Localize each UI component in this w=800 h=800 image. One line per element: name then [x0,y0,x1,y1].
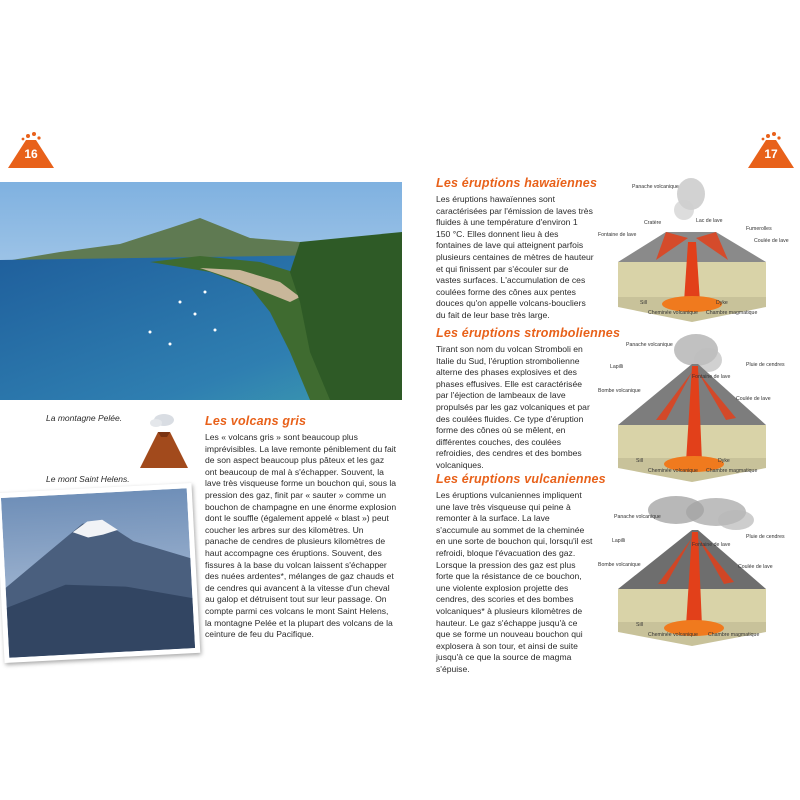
diagram-vulcanian-eruption [596,494,796,654]
diagram-strombolian-eruption [596,330,796,490]
photo-montagne-pelee [0,182,402,400]
vulcanian-volcano-diagram [596,494,796,654]
label-sill: Sill [636,622,643,628]
label-pluie-de-cendres: Pluie de cendres [746,362,785,368]
label-chambre: Chambre magmatique [706,468,758,474]
label-panache: Panache volcanique [626,342,673,348]
label-coulee-de-lave: Coulée de lave [736,396,771,402]
label-coulee-de-lave: Coulée de lave [754,238,789,244]
label-dyke: Dyke [716,300,728,306]
volcano-illustration [136,410,192,470]
label-coulee-de-lave: Coulée de lave [738,564,773,570]
photo-mont-saint-helens-frame [0,483,200,663]
heading-volcans-gris: Les volcans gris [205,414,307,428]
label-lapilli: Lapilli [612,538,626,544]
page-number-badge-right [746,130,796,170]
label-dyke: Dyke [718,458,730,464]
heading-eruptions-vulcaniennes: Les éruptions vulcaniennes [436,472,606,486]
text-eruptions-vulcaniennes: Les éruptions vulcaniennes impliquent une lave très visqueuse qui peine à remonter à la surface. La lave s'accumule au sommet de la cheminée en une sorte de bouchon qui, lorsqu'il est refroidi, bloque l'évacuation des gaz. Lorsque la pression des gaz est plus forte que la résistance de ce bouchon, une violente explosion projette des cendres, des scories et des bombes volcaniques* à plusieurs kilomètres de hauteur. Le gaz s'échappe jusqu'à ce que se forme un nouveau bouchon qui explosera à son tour, et ainsi de suite jusqu'à ce que la source de magma s'épuise. [436,490,593,674]
page-number-badge-left [6,130,56,170]
label-fumerolles: Fumerolles [746,226,772,232]
label-cratere: Cratère [644,220,662,226]
coastal-landscape-image [0,182,402,400]
erupting-volcano-icon [136,410,192,470]
strombolian-volcano-diagram [596,330,796,490]
label-panache: Panache volcanique [632,184,679,190]
label-fontaine-de-lave: Fontaine de lave [598,232,637,238]
label-bombe-volcanique: Bombe volcanique [598,562,641,568]
label-panache: Panache volcanique [614,514,661,520]
label-bombe-volcanique: Bombe volcanique [598,388,641,394]
caption-mont-saint-helens: Le mont Saint Helens. [46,474,130,484]
label-chambre: Chambre magmatique [708,632,760,638]
label-fontaine-de-lave: Fontaine de lave [692,542,731,548]
heading-eruptions-stromboliennes: Les éruptions stromboliennes [436,326,621,340]
caption-montagne-pelee: La montagne Pelée. [46,413,123,423]
label-cheminee: Cheminée volcanique [648,468,698,474]
page-number-left: 16 [24,147,38,161]
text-eruptions-stromboliennes: Tirant son nom du volcan Stromboli en Italie du Sud, l'éruption strombolienne alterne des phases explosives et des phases effusives. Elle est caractérisée par l'éjection de lambeaux de lave propulsés par les gaz volcaniques et par des coulées fluides. Ce type d'éruption forme des cônes où se mêlent, en différentes couches, des coulées refroidies, des cendres et des bombes volcaniques. [436,344,590,470]
hawaiian-volcano-diagram [596,172,796,332]
label-pluie-de-cendres: Pluie de cendres [746,534,785,540]
label-chambre: Chambre magmatique [706,310,758,316]
text-volcans-gris: Les « volcans gris » sont beaucoup plus imprévisibles. La lave remonte péniblement du fait de son aspect beaucoup plus pâteux et les gaz ont beaucoup de mal à s'échapper. Souvent, la lave très visqueuse forme un bouchon qui, sous la pression des gaz, finit par « sauter » comme un bouchon de champagne en une énorme explosion dont le souffle (également appelé « blast ») peut coucher les arbres sur des kilomètres. Un panache de cendres de plusieurs kilomètres de haut accompagne ces éruptions. Souvent, des fissures à la base du volcan laissent s'échapper des nuées ardentes*, mélanges de gaz chauds et de cendres qui avancent à la vitesse d'un cheval au galop et détruisent tout sur leur passage. On compte parmi ces volcans le mont Saint Helens, la montagne Pelée et la plupart des volcans de la ceinture de feu du Pacifique. [205,432,397,640]
text-eruptions-hawaiennes: Les éruptions hawaïennes sont caractérisées par l'émission de laves très fluides à une température d'environ 1 150 °C. Elles donnent lieu à des fontaines de lave qui atteignent parfois plusieurs centaines de mètres de hauteur et qui finissent par s'écouler sur de vastes surfaces. L'accumulation de ces coulées forme des cônes aux pentes douces qu'on appelle volcans-boucliers du fait de leur base très large. [436,194,594,320]
label-sill: Sill [640,300,647,306]
label-cheminee: Cheminée volcanique [648,310,698,316]
label-lapilli: Lapilli [610,364,624,370]
diagram-hawaiian-eruption [596,172,796,332]
heading-eruptions-hawaiennes: Les éruptions hawaïennes [436,176,598,190]
label-fontaine-de-lave: Fontaine de lave [692,374,731,380]
label-cheminee: Cheminée volcanique [648,632,698,638]
mountain-photo [1,488,195,658]
label-lac-de-lave: Lac de lave [696,218,723,224]
page-number-right: 17 [764,147,778,161]
label-sill: Sill [636,458,643,464]
